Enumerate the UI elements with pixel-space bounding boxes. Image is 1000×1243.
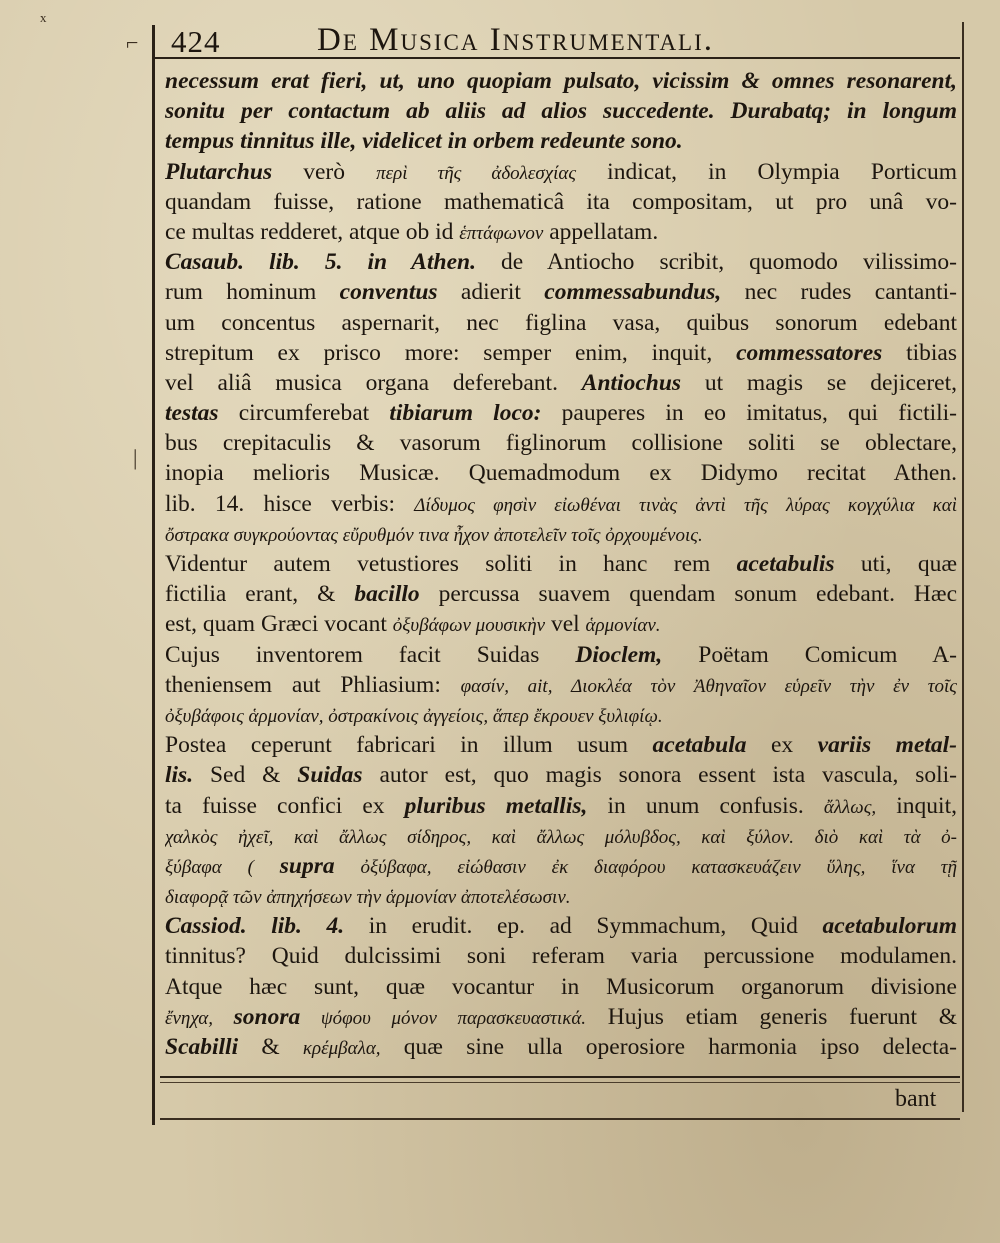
italic-text: Casaub. lib. 5. in Athen. [165, 249, 476, 276]
italic-text: sonitu per contactum ab aliis ad alios succedente. Durabatq; in longum [165, 98, 957, 125]
greek-text: διαφορᾷ τῶν ἀπηχήσεων τὴν ἁρμονίαν ἀποτελέσωσιν. [165, 887, 571, 909]
roman-text: vel [545, 611, 586, 638]
text-line [165, 670, 957, 700]
catchword: bant [895, 1086, 937, 1112]
italic-text: Scabilli [165, 1034, 239, 1060]
text-line [165, 217, 957, 247]
roman-text: inopia melioris Musicæ. Quemadmodum ex Didymo recitat Athen. [165, 460, 957, 487]
roman-text: fictilia erant, & [165, 581, 355, 608]
roman-text: de Antiocho scribit, quomodo vilissimo- [475, 249, 957, 276]
roman-text: ta fuisse confici ex [165, 792, 405, 819]
roman-text: inquit, [876, 792, 957, 819]
italic-text: tibiarum loco: [389, 400, 542, 427]
text-line [165, 96, 957, 126]
text-line [165, 730, 957, 760]
roman-text: Hujus etiam generis fuerunt & [586, 1003, 957, 1030]
text-line [165, 911, 957, 941]
roman-text: tinnitus? Quid dulcissimi soni referam varia percussione modulamen. [165, 943, 957, 970]
greek-text: ὀξυβάφων μουσικὴν [392, 615, 546, 637]
roman-text: strepitum ex prisco more: semper enim, inquit, [165, 339, 737, 366]
text-line [165, 1002, 957, 1032]
roman-text: theniensem aut Phliasium: [165, 671, 461, 698]
roman-text: ex [746, 732, 818, 759]
footer-rule [160, 1076, 960, 1078]
greek-text: ἄλλως, [823, 796, 877, 818]
text-line [165, 458, 957, 488]
text-line [165, 700, 957, 730]
roman-text: nec rudes cantanti- [721, 279, 957, 306]
roman-text: Cujus inventorem facit Suidas [165, 641, 576, 668]
roman-text: in unum confusis. [587, 792, 824, 819]
roman-text: verò [272, 158, 377, 185]
text-line [165, 881, 957, 911]
roman-text: Sed & [193, 762, 298, 789]
running-title: De Musica Instrumentali. [317, 22, 715, 58]
text-line [165, 338, 957, 368]
greek-text: φασίν, ait, Διοκλέα τὸν Ἀθηναῖον εὑρεῖν τὴν ἐν τοῖς [460, 675, 957, 697]
body-text [165, 66, 957, 1062]
greek-text: περὶ τῆς ἀδολεσχίας [376, 162, 577, 184]
roman-text: quandam fuisse, ratione mathematicâ ita compositam, ut pro unâ vo- [165, 188, 957, 215]
italic-text: lis. [165, 762, 194, 789]
roman-text: Postea ceperunt fabricari in illum usum [165, 732, 653, 759]
text-line [165, 609, 957, 639]
text-line [165, 308, 957, 338]
roman-text: bus crepitaculis & vasorum figlinorum collisione soliti se oblectare, [165, 430, 957, 457]
italic-text: Suidas [297, 762, 363, 789]
italic-text: Plutarchus [165, 158, 273, 185]
italic-text: commessatores [736, 339, 883, 366]
text-line [165, 428, 957, 458]
greek-text: Δίδυμος φησὶν εἰωθέναι τινὰς ἀντὶ τῆς λύρας κογχύλια καὶ [414, 494, 957, 516]
margin-mark: | [133, 445, 138, 470]
greek-text: ἁρμονίαν. [585, 615, 661, 637]
roman-text: Poëtam Comicum A- [662, 641, 957, 668]
text-line [165, 66, 957, 96]
italic-text: testas [165, 400, 219, 427]
italic-text: necessum erat fieri, ut, uno quopiam pulsato, vicissim & omnes resonarent, [165, 68, 957, 94]
roman-text: percussa suavem quendam sonum edebant. Hæc [419, 581, 957, 608]
text-line [165, 187, 957, 217]
text-line [165, 489, 957, 519]
text-line [165, 157, 957, 187]
greek-text: ὄστρακα συγκρούοντας εὔρυθμόν τινα ἦχον ἀποτελεῖν τοῖς ὀρχουμένοις. [165, 524, 703, 546]
italic-text: commessabundus, [544, 279, 722, 306]
greek-text: ὀξύβαφα, εἰώθασιν ἐκ διαφόρου κατασκευάζειν ὕλης, ἵνα τῇ [334, 856, 957, 878]
text-line [165, 519, 957, 549]
italic-text: bacillo [354, 581, 420, 608]
text-line [165, 126, 957, 156]
roman-text: um concentus aspernarit, nec figlina vasa, quibus sonorum edebant [165, 309, 957, 336]
roman-text: appellatam. [543, 218, 659, 245]
roman-text: uti, quæ [834, 551, 957, 577]
text-line [165, 972, 957, 1002]
roman-text: tibias [882, 339, 957, 366]
italic-text: pluribus metallis, [404, 792, 588, 819]
text-line [165, 277, 957, 307]
roman-text: rum hominum [165, 279, 340, 306]
roman-text: quæ sine ulla operosiore harmonia ipso delecta- [380, 1034, 957, 1060]
greek-text: ξύβαφα ( [165, 856, 280, 878]
greek-text: ψόφου μόνον παρασκευαστικά. [300, 1007, 587, 1029]
text-line [165, 760, 957, 790]
roman-text: vel aliâ musica organa deferebant. [165, 369, 582, 396]
italic-text: tempus tinnitus ille, videlicet in orbem redeunte sono. [165, 128, 683, 155]
greek-text: ὀξυβάφοις ἁρμονίαν, ὀστρακίνοις ἀγγείοις, ἅπερ ἔκρουεν ξυλιφίῳ. [165, 705, 663, 727]
page-number: 424 [171, 24, 221, 59]
bottom-rule [160, 1118, 960, 1120]
roman-text: lib. 14. hisce verbis: [165, 490, 415, 517]
text-line [165, 549, 957, 579]
margin-mark: ₓ [40, 0, 47, 25]
italic-text: Dioclem, [575, 641, 663, 668]
italic-text: acetabulorum [822, 913, 957, 940]
text-line [165, 791, 957, 821]
greek-text: κρέμβαλα, [302, 1038, 381, 1059]
footer-rule-thin [160, 1082, 960, 1083]
italic-text: Antiochus [581, 369, 682, 396]
italic-text: Cassiod. lib. 4. [165, 913, 345, 940]
italic-text: sonora [233, 1003, 301, 1030]
greek-text: ἔνηχα, [165, 1007, 234, 1029]
left-frame-rule [152, 25, 155, 1125]
roman-text: & [238, 1034, 303, 1060]
italic-text: acetabulis [736, 551, 835, 577]
roman-text: Atque hæc sunt, quæ vocantur in Musicorum organorum divisione [165, 973, 957, 1000]
text-line [165, 821, 957, 851]
text-line [165, 368, 957, 398]
italic-text: acetabula [652, 732, 747, 759]
roman-text: est, quam Græci vocant [165, 611, 393, 638]
greek-text: χαλκὸς ἠχεῖ, καὶ ἄλλως σίδηρος, καὶ ἄλλως μόλυβδος, καὶ ξύλον. διὸ καὶ τὰ ὀ- [165, 826, 957, 848]
italic-text: supra [279, 852, 335, 879]
text-line [165, 941, 957, 971]
text-line [165, 1032, 957, 1062]
roman-text: in erudit. ep. ad Symmachum, Quid [344, 913, 823, 940]
text-line [165, 640, 957, 670]
roman-text: adierit [437, 279, 545, 306]
margin-mark: ⌐ [126, 30, 139, 55]
roman-text: autor est, quo magis sonora essent ista vascula, soli- [362, 762, 957, 789]
italic-text: conventus [339, 279, 438, 306]
right-frame-rule [962, 22, 964, 1112]
text-line [165, 398, 957, 428]
roman-text: ut magis se dejiceret, [681, 369, 957, 396]
italic-text: variis metal- [817, 732, 957, 759]
text-line [165, 579, 957, 609]
roman-text: ce multas redderet, atque ob id [165, 218, 460, 245]
roman-text: pauperes in eo imitatus, qui fictili- [541, 400, 957, 427]
roman-text: circumferebat [218, 400, 390, 427]
text-line [165, 851, 957, 881]
text-line [165, 247, 957, 277]
roman-text: indicat, in Olympia Porticum [576, 158, 957, 185]
page-header [165, 22, 960, 58]
greek-text: ἑπτάφωνον [459, 222, 544, 244]
roman-text: Videntur autem vetustiores soliti in hanc rem [165, 551, 737, 577]
